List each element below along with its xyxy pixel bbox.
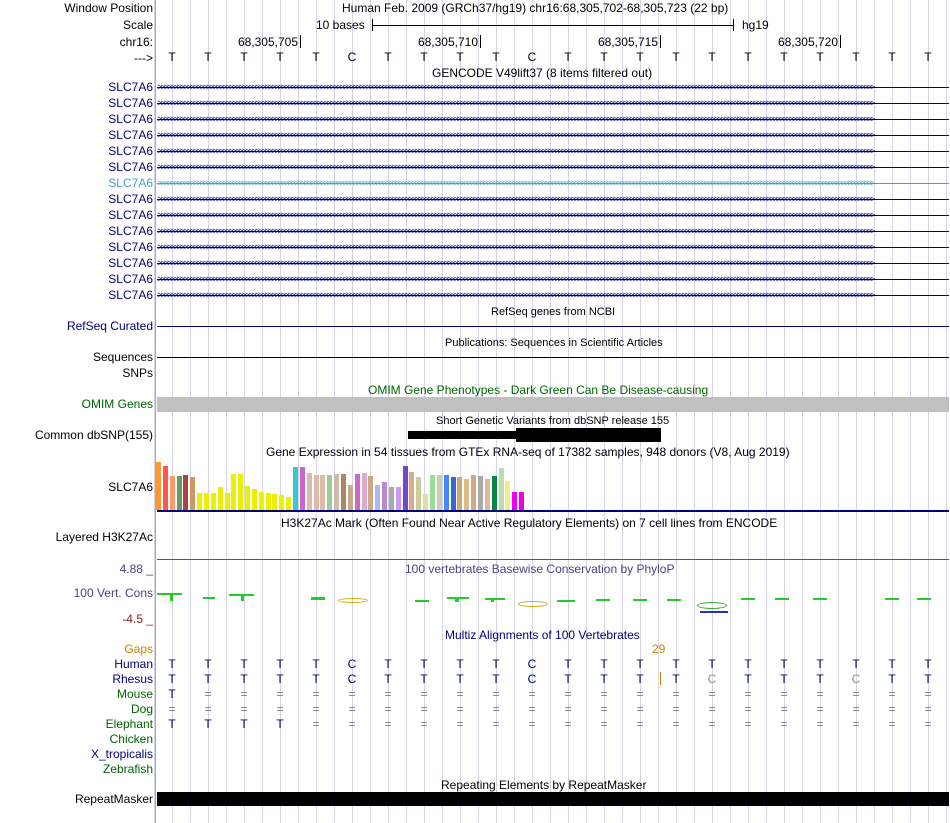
multiz-base: T (492, 672, 500, 686)
multiz-base: T (672, 672, 680, 686)
multiz-base: T (564, 657, 572, 671)
gtex-tissue-bar[interactable] (403, 466, 408, 510)
gencode-strand-arrows: >>>>>>>>>>>>>>>>>>>>>>>>>>>>>>>>>>>>>>>>>>>>>>>>>>>>>>>>>>>>>>>>>>>>>>>>>>>>>>>>>>>>>>>>>>>>>>>>>>>>>>>>>>>>>>>>>>>>>>>>>>>>>>>>>>>>>>>>>>>>>>>>>>>>>>>>>>>>>>>>>>>>>>>>>>>>>>>>>>>>>>>>>>>>>>>>>>>>>>>>>>>>>>>>>>>>>>>>>>>> (157, 163, 874, 172)
phylop-score-mark (917, 598, 931, 600)
multiz-base: T (168, 672, 176, 686)
gtex-tissue-bar[interactable] (177, 476, 182, 510)
multiz-base: = (564, 687, 572, 701)
multiz-base: = (924, 717, 932, 731)
gtex-tissue-bar[interactable] (170, 476, 175, 510)
phylop-score-mark (813, 598, 827, 600)
base-letter: T (456, 50, 464, 64)
snps-track-label[interactable]: SNPs (122, 366, 153, 380)
base-letter: C (347, 50, 357, 64)
base-letter: C (527, 50, 537, 64)
multiz-base: T (168, 657, 176, 671)
gtex-tissue-bar[interactable] (320, 475, 325, 510)
position-tick-label: 68,305,710 (417, 35, 478, 49)
base-letter: T (744, 50, 752, 64)
multiz-base: T (708, 657, 716, 671)
gencode-transcript-label[interactable]: SLC7A6 (108, 208, 153, 222)
phylop-score-mark (491, 598, 494, 602)
multiz-base: = (456, 717, 464, 731)
omim-track-title: OMIM Gene Phenotypes - Dark Green Can Be Disease-causing (368, 383, 709, 397)
multiz-species-label[interactable]: Human (114, 657, 153, 671)
gencode-transcript-label[interactable]: SLC7A6 (108, 272, 153, 286)
multiz-base: = (780, 687, 788, 701)
multiz-base: = (168, 702, 176, 716)
position-tick-mark (840, 35, 841, 48)
gencode-track-title: GENCODE V49lift37 (8 items filtered out) (432, 66, 653, 80)
base-letter: T (924, 50, 932, 64)
gaps-label: Gaps (124, 642, 153, 656)
multiz-base: C (527, 672, 537, 686)
refseq-track-title: RefSeq genes from NCBI (491, 306, 616, 318)
multiz-species-label[interactable]: Zebrafish (102, 762, 153, 776)
multiz-base: = (744, 687, 752, 701)
scale-bar-left-tick (372, 19, 373, 31)
gtex-tissue-bar[interactable] (437, 475, 442, 510)
multiz-base: = (600, 702, 608, 716)
gtex-tissue-bar[interactable] (300, 467, 305, 510)
multiz-base: = (852, 717, 860, 731)
dbsnp-variant-1[interactable] (408, 431, 518, 439)
phylop-negative-mark (338, 598, 368, 603)
base-letter: T (420, 50, 428, 64)
h3k27ac-track-title: H3K27Ac Mark (Often Found Near Active Regulatory Elements) on 7 cell lines from ENCODE (281, 516, 778, 530)
base-letter: T (672, 50, 680, 64)
multiz-base: T (240, 717, 248, 731)
base-letter: T (888, 50, 896, 64)
multiz-base: T (888, 672, 896, 686)
multiz-base: T (312, 672, 320, 686)
gtex-tissue-bar[interactable] (348, 485, 353, 510)
gtex-tissue-bar[interactable] (492, 476, 497, 510)
gtex-track-title: Gene Expression in 54 tissues from GTEx RNA-seq of 17382 samples, 948 donors (V8, Aug 2019) (266, 445, 790, 459)
pubs-track-line[interactable] (157, 357, 949, 358)
multiz-base: T (312, 657, 320, 671)
base-letter: T (312, 50, 320, 64)
multiz-base: = (564, 717, 572, 731)
multiz-base: = (348, 687, 356, 701)
phylop-score-mark (455, 597, 459, 602)
multiz-base: = (780, 717, 788, 731)
gtex-tissue-bar[interactable] (464, 479, 469, 510)
multiz-base: = (780, 702, 788, 716)
multiz-base: = (744, 717, 752, 731)
multiz-base: T (240, 672, 248, 686)
base-letter: T (384, 50, 392, 64)
multiz-base: T (672, 657, 680, 671)
multiz-base: = (528, 687, 536, 701)
gencode-transcript-label[interactable]: SLC7A6 (108, 144, 153, 158)
gtex-tissue-bar[interactable] (225, 493, 230, 510)
repeatmasker-track-title: Repeating Elements by RepeatMasker (441, 778, 647, 792)
multiz-base: = (816, 687, 824, 701)
gtex-tissue-bar[interactable] (355, 474, 360, 510)
gtex-tissue-bar[interactable] (505, 481, 510, 510)
multiz-base: T (420, 672, 428, 686)
multiz-base: = (672, 687, 680, 701)
multiz-base: = (600, 687, 608, 701)
multiz-base: T (888, 657, 896, 671)
multiz-base: C (707, 672, 717, 686)
base-letter: T (276, 50, 284, 64)
gap-count: 29 (652, 642, 666, 656)
gtex-tissue-bar[interactable] (231, 474, 236, 510)
multiz-base: C (347, 672, 357, 686)
multiz-base: T (204, 657, 212, 671)
multiz-base: T (924, 657, 932, 671)
multiz-base: T (456, 672, 464, 686)
gap-marker (660, 672, 661, 685)
multiz-base: T (240, 657, 248, 671)
multiz-base: = (744, 702, 752, 716)
multiz-base: T (852, 657, 860, 671)
gtex-tissue-bar[interactable] (423, 494, 428, 510)
multiz-base: T (492, 657, 500, 671)
dbsnp-track-label[interactable]: Common dbSNP(155) (34, 428, 153, 442)
multiz-base: = (924, 687, 932, 701)
multiz-base: = (852, 702, 860, 716)
multiz-base: T (744, 657, 752, 671)
gtex-tissue-bar[interactable] (341, 474, 346, 510)
phylop-max-label: 4.88 _ (119, 562, 153, 576)
repeatmasker-bar[interactable] (157, 792, 949, 806)
gtex-tissue-bar[interactable] (197, 493, 202, 510)
phylop-negative-mark (518, 601, 548, 607)
gtex-tissue-bar[interactable] (156, 462, 161, 510)
scale-label: Scale (122, 18, 153, 32)
omim-gene-bar[interactable] (157, 397, 949, 412)
gtex-tissue-bar[interactable] (512, 492, 517, 510)
position-tick-mark (300, 35, 301, 48)
gtex-tissue-bar[interactable] (279, 495, 284, 510)
multiz-track-title: Multiz Alignments of 100 Vertebrates (445, 628, 640, 642)
gtex-tissue-bar[interactable] (259, 492, 264, 510)
multiz-base: = (456, 702, 464, 716)
gencode-transcript-label[interactable]: SLC7A6 (108, 128, 153, 142)
gtex-tissue-bar[interactable] (362, 473, 367, 510)
gencode-strand-arrows: >>>>>>>>>>>>>>>>>>>>>>>>>>>>>>>>>>>>>>>>>>>>>>>>>>>>>>>>>>>>>>>>>>>>>>>>>>>>>>>>>>>>>>>>>>>>>>>>>>>>>>>>>>>>>>>>>>>>>>>>>>>>>>>>>>>>>>>>>>>>>>>>>>>>>>>>>>>>>>>>>>>>>>>>>>>>>>>>>>>>>>>>>>>>>>>>>>>>>>>>>>>>>>>>>>>>>>>>>>>> (157, 291, 874, 300)
multiz-base: = (528, 717, 536, 731)
multiz-species-label[interactable]: Rhesus (112, 672, 153, 686)
gtex-tissue-bar[interactable] (396, 487, 401, 510)
gtex-tissue-bar[interactable] (190, 477, 195, 510)
dbsnp-variant-2[interactable] (516, 428, 661, 442)
multiz-base: = (852, 687, 860, 701)
multiz-base: = (276, 687, 284, 701)
gtex-tissue-bar[interactable] (286, 497, 291, 510)
multiz-base: T (744, 672, 752, 686)
gtex-tissue-bar[interactable] (327, 475, 332, 510)
multiz-base: = (636, 717, 644, 731)
phylop-score-mark (415, 600, 429, 602)
multiz-base: = (348, 717, 356, 731)
multiz-base: = (204, 687, 212, 701)
multiz-base: = (888, 717, 896, 731)
multiz-base: T (456, 657, 464, 671)
gtex-tissue-bar[interactable] (444, 475, 449, 510)
phylop-score-mark (485, 598, 505, 600)
scale-bar (372, 25, 733, 26)
omim-track-label[interactable]: OMIM Genes (81, 397, 153, 411)
base-letter: T (816, 50, 824, 64)
gtex-tissue-bar[interactable] (368, 476, 373, 510)
multiz-base: = (312, 687, 320, 701)
multiz-base: = (708, 687, 716, 701)
phylop-min-label: -4.5 _ (122, 612, 153, 626)
multiz-base: T (816, 657, 824, 671)
gtex-tissue-bar[interactable] (389, 487, 394, 510)
multiz-base: = (564, 702, 572, 716)
position-tick-mark (480, 35, 481, 48)
base-letter: T (708, 50, 716, 64)
multiz-base: = (384, 702, 392, 716)
multiz-base: = (204, 702, 212, 716)
gtex-tissue-bar[interactable] (375, 485, 380, 510)
gtex-tissue-bar[interactable] (204, 493, 209, 510)
multiz-base: = (636, 702, 644, 716)
base-letter: T (492, 50, 500, 64)
multiz-species-label[interactable]: Dog (130, 702, 153, 716)
gtex-tissue-bar[interactable] (211, 493, 216, 510)
phylop-mark (700, 611, 728, 613)
multiz-base: C (527, 657, 537, 671)
multiz-base: = (636, 687, 644, 701)
multiz-base: = (708, 717, 716, 731)
gencode-transcript-label[interactable]: SLC7A6 (108, 240, 153, 254)
phylop-score-mark (885, 598, 899, 600)
multiz-base: = (888, 702, 896, 716)
multiz-base: = (420, 702, 428, 716)
multiz-base: T (636, 657, 644, 671)
base-letter: T (852, 50, 860, 64)
gtex-tissue-bar[interactable] (430, 475, 435, 510)
multiz-base: T (276, 657, 284, 671)
multiz-base: T (600, 657, 608, 671)
h3k27ac-track-label[interactable]: Layered H3K27Ac (55, 530, 153, 544)
gencode-transcript-label[interactable]: SLC7A6 (108, 176, 153, 190)
phylop-track-label[interactable]: 100 Vert. Cons (73, 586, 153, 600)
chromosome-label: chr16: (119, 35, 153, 49)
phylop-score-mark (596, 599, 610, 601)
multiz-base: T (204, 717, 212, 731)
base-letter: T (600, 50, 608, 64)
gtex-track-label[interactable]: SLC7A6 (108, 480, 153, 494)
gtex-tissue-bar[interactable] (307, 473, 312, 510)
scale-value: 10 bases (316, 18, 365, 32)
gencode-strand-arrows: >>>>>>>>>>>>>>>>>>>>>>>>>>>>>>>>>>>>>>>>>>>>>>>>>>>>>>>>>>>>>>>>>>>>>>>>>>>>>>>>>>>>>>>>>>>>>>>>>>>>>>>>>>>>>>>>>>>>>>>>>>>>>>>>>>>>>>>>>>>>>>>>>>>>>>>>>>>>>>>>>>>>>>>>>>>>>>>>>>>>>>>>>>>>>>>>>>>>>>>>>>>>>>>>>>>>>>>>>>>> (157, 211, 874, 220)
base-letter: T (780, 50, 788, 64)
position-tick-mark (660, 35, 661, 48)
multiz-base: = (708, 702, 716, 716)
scale-bar-right-tick (733, 19, 734, 31)
multiz-base: = (420, 717, 428, 731)
multiz-species-label[interactable]: Chicken (109, 732, 153, 746)
gtex-gene-line (157, 510, 949, 512)
gtex-tissue-bar[interactable] (245, 486, 250, 510)
refseq-track-line[interactable] (157, 326, 949, 327)
phylop-score-mark (241, 594, 244, 601)
gencode-strand-arrows: >>>>>>>>>>>>>>>>>>>>>>>>>>>>>>>>>>>>>>>>>>>>>>>>>>>>>>>>>>>>>>>>>>>>>>>>>>>>>>>>>>>>>>>>>>>>>>>>>>>>>>>>>>>>>>>>>>>>>>>>>>>>>>>>>>>>>>>>>>>>>>>>>>>>>>>>>>>>>>>>>>>>>>>>>>>>>>>>>>>>>>>>>>>>>>>>>>>>>>>>>>>>>>>>>>>>>>>>>>>> (157, 227, 874, 236)
gtex-tissue-bar[interactable] (382, 482, 387, 510)
position-tick-label: 68,305,705 (237, 35, 298, 49)
multiz-base: = (240, 687, 248, 701)
gencode-strand-arrows: >>>>>>>>>>>>>>>>>>>>>>>>>>>>>>>>>>>>>>>>>>>>>>>>>>>>>>>>>>>>>>>>>>>>>>>>>>>>>>>>>>>>>>>>>>>>>>>>>>>>>>>>>>>>>>>>>>>>>>>>>>>>>>>>>>>>>>>>>>>>>>>>>>>>>>>>>>>>>>>>>>>>>>>>>>>>>>>>>>>>>>>>>>>>>>>>>>>>>>>>>>>>>>>>>>>>>>>>>>>> (157, 147, 874, 156)
gtex-tissue-bar[interactable] (499, 468, 504, 510)
multiz-base: = (672, 702, 680, 716)
multiz-base: = (492, 687, 500, 701)
multiz-base: T (780, 672, 788, 686)
multiz-base: T (204, 672, 212, 686)
refseq-track-label[interactable]: RefSeq Curated (66, 319, 153, 333)
multiz-base: T (384, 657, 392, 671)
dbsnp-track-title: Short Genetic Variants from dbSNP release 155 (436, 415, 670, 427)
gtex-tissue-bar[interactable] (272, 494, 277, 510)
base-letter: T (168, 50, 176, 64)
gtex-tissue-bar[interactable] (218, 487, 223, 510)
gtex-tissue-bar[interactable] (451, 477, 456, 510)
window-position-label: Window Position (64, 1, 153, 15)
multiz-base: = (492, 702, 500, 716)
multiz-species-label[interactable]: X_tropicalis (90, 747, 153, 761)
gencode-transcript-label[interactable]: SLC7A6 (108, 80, 153, 94)
position-tick-label: 68,305,720 (777, 35, 838, 49)
gencode-strand-arrows: >>>>>>>>>>>>>>>>>>>>>>>>>>>>>>>>>>>>>>>>>>>>>>>>>>>>>>>>>>>>>>>>>>>>>>>>>>>>>>>>>>>>>>>>>>>>>>>>>>>>>>>>>>>>>>>>>>>>>>>>>>>>>>>>>>>>>>>>>>>>>>>>>>>>>>>>>>>>>>>>>>>>>>>>>>>>>>>>>>>>>>>>>>>>>>>>>>>>>>>>>>>>>>>>>>>>>>>>>>>> (157, 179, 874, 188)
phylop-score-mark (775, 598, 789, 600)
multiz-base: T (276, 717, 284, 731)
multiz-base: T (420, 657, 428, 671)
gencode-transcript-label[interactable]: SLC7A6 (108, 288, 153, 302)
gtex-tissue-bar[interactable] (519, 492, 524, 510)
multiz-base: = (276, 702, 284, 716)
gencode-strand-arrows: >>>>>>>>>>>>>>>>>>>>>>>>>>>>>>>>>>>>>>>>>>>>>>>>>>>>>>>>>>>>>>>>>>>>>>>>>>>>>>>>>>>>>>>>>>>>>>>>>>>>>>>>>>>>>>>>>>>>>>>>>>>>>>>>>>>>>>>>>>>>>>>>>>>>>>>>>>>>>>>>>>>>>>>>>>>>>>>>>>>>>>>>>>>>>>>>>>>>>>>>>>>>>>>>>>>>>>>>>>>> (157, 275, 874, 284)
multiz-base: = (492, 717, 500, 731)
label-separator (155, 0, 156, 823)
gtex-tissue-bar[interactable] (293, 467, 298, 510)
pubs-track-title: Publications: Sequences in Scientific Articles (445, 337, 663, 349)
gencode-strand-arrows: >>>>>>>>>>>>>>>>>>>>>>>>>>>>>>>>>>>>>>>>>>>>>>>>>>>>>>>>>>>>>>>>>>>>>>>>>>>>>>>>>>>>>>>>>>>>>>>>>>>>>>>>>>>>>>>>>>>>>>>>>>>>>>>>>>>>>>>>>>>>>>>>>>>>>>>>>>>>>>>>>>>>>>>>>>>>>>>>>>>>>>>>>>>>>>>>>>>>>>>>>>>>>>>>>>>>>>>>>>>> (157, 131, 874, 140)
repeatmasker-track-label[interactable]: RepeatMasker (74, 792, 153, 806)
multiz-base: T (168, 687, 176, 701)
multiz-species-label[interactable]: Mouse (116, 687, 153, 701)
multiz-base: = (600, 717, 608, 731)
phylop-score-mark (741, 598, 755, 600)
multiz-base: T (780, 657, 788, 671)
multiz-base: = (348, 702, 356, 716)
multiz-base: T (564, 672, 572, 686)
phylop-score-mark (203, 597, 215, 599)
phylop-score-mark (557, 600, 575, 602)
multiz-base: = (312, 717, 320, 731)
multiz-base: = (816, 717, 824, 731)
multiz-base: = (528, 702, 536, 716)
base-letter: T (240, 50, 248, 64)
gtex-tissue-bar[interactable] (409, 472, 414, 510)
gtex-tissue-bar[interactable] (252, 489, 257, 510)
h3k27ac-baseline (157, 559, 949, 560)
gencode-strand-arrows: >>>>>>>>>>>>>>>>>>>>>>>>>>>>>>>>>>>>>>>>>>>>>>>>>>>>>>>>>>>>>>>>>>>>>>>>>>>>>>>>>>>>>>>>>>>>>>>>>>>>>>>>>>>>>>>>>>>>>>>>>>>>>>>>>>>>>>>>>>>>>>>>>>>>>>>>>>>>>>>>>>>>>>>>>>>>>>>>>>>>>>>>>>>>>>>>>>>>>>>>>>>>>>>>>>>>>>>>>>>> (157, 83, 874, 92)
gtex-tissue-bar[interactable] (183, 475, 188, 510)
gencode-transcript-label[interactable]: SLC7A6 (108, 224, 153, 238)
multiz-base: T (636, 672, 644, 686)
gencode-strand-arrows: >>>>>>>>>>>>>>>>>>>>>>>>>>>>>>>>>>>>>>>>>>>>>>>>>>>>>>>>>>>>>>>>>>>>>>>>>>>>>>>>>>>>>>>>>>>>>>>>>>>>>>>>>>>>>>>>>>>>>>>>>>>>>>>>>>>>>>>>>>>>>>>>>>>>>>>>>>>>>>>>>>>>>>>>>>>>>>>>>>>>>>>>>>>>>>>>>>>>>>>>>>>>>>>>>>>>>>>>>>>> (157, 99, 874, 108)
phylop-track-title: 100 vertebrates Basewise Conservation by PhyloP (405, 562, 675, 576)
gencode-strand-arrows: >>>>>>>>>>>>>>>>>>>>>>>>>>>>>>>>>>>>>>>>>>>>>>>>>>>>>>>>>>>>>>>>>>>>>>>>>>>>>>>>>>>>>>>>>>>>>>>>>>>>>>>>>>>>>>>>>>>>>>>>>>>>>>>>>>>>>>>>>>>>>>>>>>>>>>>>>>>>>>>>>>>>>>>>>>>>>>>>>>>>>>>>>>>>>>>>>>>>>>>>>>>>>>>>>>>>>>>>>>>> (157, 115, 874, 124)
multiz-base: = (240, 702, 248, 716)
multiz-base: = (924, 702, 932, 716)
gencode-strand-arrows: >>>>>>>>>>>>>>>>>>>>>>>>>>>>>>>>>>>>>>>>>>>>>>>>>>>>>>>>>>>>>>>>>>>>>>>>>>>>>>>>>>>>>>>>>>>>>>>>>>>>>>>>>>>>>>>>>>>>>>>>>>>>>>>>>>>>>>>>>>>>>>>>>>>>>>>>>>>>>>>>>>>>>>>>>>>>>>>>>>>>>>>>>>>>>>>>>>>>>>>>>>>>>>>>>>>>>>>>>>>> (157, 243, 874, 252)
gtex-tissue-bar[interactable] (163, 466, 168, 510)
multiz-base: = (672, 717, 680, 731)
gtex-tissue-bar[interactable] (266, 493, 271, 510)
base-letter: T (636, 50, 644, 64)
gencode-strand-arrows: >>>>>>>>>>>>>>>>>>>>>>>>>>>>>>>>>>>>>>>>>>>>>>>>>>>>>>>>>>>>>>>>>>>>>>>>>>>>>>>>>>>>>>>>>>>>>>>>>>>>>>>>>>>>>>>>>>>>>>>>>>>>>>>>>>>>>>>>>>>>>>>>>>>>>>>>>>>>>>>>>>>>>>>>>>>>>>>>>>>>>>>>>>>>>>>>>>>>>>>>>>>>>>>>>>>>>>>>>>>> (157, 195, 874, 204)
strand-label: ---> (134, 51, 153, 65)
multiz-base: C (347, 657, 357, 671)
multiz-base: = (456, 687, 464, 701)
multiz-base: = (384, 687, 392, 701)
base-letter: T (564, 50, 572, 64)
window-position-value: Human Feb. 2009 (GRCh37/hg19) chr16:68,305,702-68,305,723 (22 bp) (342, 1, 729, 15)
phylop-mark (697, 602, 727, 609)
gtex-tissue-bar[interactable] (478, 476, 483, 510)
phylop-score-mark (311, 597, 325, 600)
gencode-transcript-label[interactable]: SLC7A6 (108, 96, 153, 110)
gtex-tissue-bar[interactable] (471, 475, 476, 510)
multiz-base: = (312, 702, 320, 716)
gtex-tissue-bar[interactable] (485, 479, 490, 510)
gencode-transcript-label[interactable]: SLC7A6 (108, 256, 153, 270)
pubs-track-label[interactable]: Sequences (92, 350, 153, 364)
multiz-species-label[interactable]: Elephant (105, 717, 153, 731)
gtex-tissue-bar[interactable] (334, 474, 339, 510)
gencode-transcript-label[interactable]: SLC7A6 (108, 112, 153, 126)
gtex-tissue-bar[interactable] (238, 474, 243, 510)
multiz-base: T (168, 717, 176, 731)
gtex-tissue-bar[interactable] (416, 477, 421, 510)
gencode-transcript-label[interactable]: SLC7A6 (108, 160, 153, 174)
multiz-base: = (384, 717, 392, 731)
phylop-score-mark (633, 599, 647, 601)
multiz-base: = (420, 687, 428, 701)
multiz-base: = (888, 687, 896, 701)
gtex-tissue-bar[interactable] (457, 477, 462, 510)
phylop-score-mark (170, 593, 173, 601)
multiz-base: T (924, 672, 932, 686)
phylop-score-mark (667, 599, 681, 601)
multiz-base: T (276, 672, 284, 686)
gtex-tissue-bar[interactable] (314, 475, 319, 510)
assembly-label: hg19 (742, 18, 769, 32)
position-tick-label: 68,305,715 (597, 35, 658, 49)
base-letter: T (204, 50, 212, 64)
gencode-strand-arrows: >>>>>>>>>>>>>>>>>>>>>>>>>>>>>>>>>>>>>>>>>>>>>>>>>>>>>>>>>>>>>>>>>>>>>>>>>>>>>>>>>>>>>>>>>>>>>>>>>>>>>>>>>>>>>>>>>>>>>>>>>>>>>>>>>>>>>>>>>>>>>>>>>>>>>>>>>>>>>>>>>>>>>>>>>>>>>>>>>>>>>>>>>>>>>>>>>>>>>>>>>>>>>>>>>>>>>>>>>>>> (157, 259, 874, 268)
multiz-base: T (600, 672, 608, 686)
multiz-base: T (816, 672, 824, 686)
gencode-transcript-label[interactable]: SLC7A6 (108, 192, 153, 206)
multiz-base: C (851, 672, 861, 686)
multiz-base: = (816, 702, 824, 716)
multiz-base: T (384, 672, 392, 686)
